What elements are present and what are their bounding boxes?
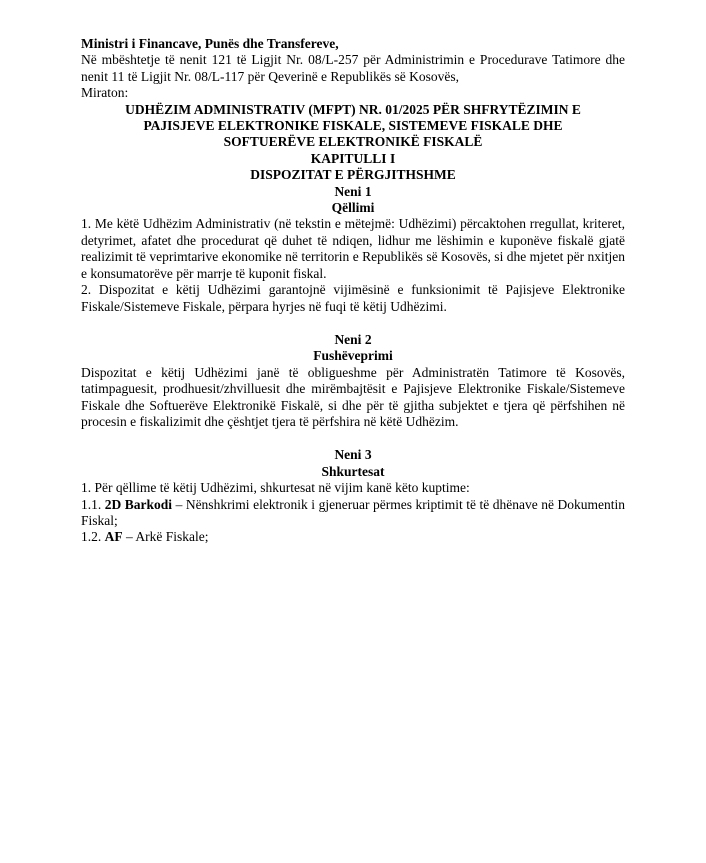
document-title-line-1: UDHËZIM ADMINISTRATIV (MFPT) NR. 01/2025 PËR SHFRYTËZIMIN E xyxy=(125,101,581,117)
definition-term: 2D Barkodi xyxy=(104,496,173,512)
article-number: Neni 1 xyxy=(334,183,372,199)
definition-text: – Nënshkrimi elektronik i gjeneruar përmes kriptimit të të dhënave në Dokumentin Fiskal; xyxy=(81,496,626,528)
definition-item xyxy=(81,529,625,545)
article-paragraph: 1. Me këtë Udhëzim Administrativ (në tekstin e mëtejmë: Udhëzimi) përcaktohen rregullat, kriteret, detyrimet, afatet dhe procedurat që duhet të ndiqen, lidhur me lëshimin e kuponëve fiskalë gjatë realizimit të veprimtarive ekonomike në territorin e Republikës së Kosovës, si dhe mjetet për nxitjen e konsumatorëve për marrje të kuponit fiskal. xyxy=(81,216,625,281)
article-title: Fushëveprimi xyxy=(313,348,393,364)
chapter-heading xyxy=(81,151,625,184)
article-title: Shkurtesat xyxy=(321,463,385,479)
article-paragraph: 1. Për qëllime të këtij Udhëzimi, shkurtesat në vijim kanë këto kuptime: xyxy=(81,480,470,496)
chapter-title: DISPOZITAT E PËRGJITHSHME xyxy=(250,167,456,183)
article-number: Neni 2 xyxy=(334,331,372,347)
document-title xyxy=(81,102,625,151)
definition-number: 1.2. xyxy=(81,529,102,545)
approves-line: Miraton: xyxy=(81,85,129,101)
issuer-line: Ministri i Financave, Punës dhe Transfereve, xyxy=(81,36,339,51)
article-heading xyxy=(81,332,625,365)
article-neni-1 xyxy=(81,184,625,315)
document-title-line-3: SOFTUERËVE ELEKTRONIKË FISKALË xyxy=(223,134,483,150)
article-title: Qëllimi xyxy=(331,200,375,216)
article-number: Neni 3 xyxy=(334,447,372,463)
article-neni-3 xyxy=(81,447,625,545)
document-title-line-2: PAJISJEVE ELEKTRONIKE FISKALE, SISTEMEVE FISKALE DHE xyxy=(143,118,563,134)
article-paragraph: Dispozitat e këtij Udhëzimi janë të obligueshme për Administratën Tatimore të Kosovës, tatimpaguesit, prodhuesit/zhvilluesit dhe mirëmbajtësit e Pajisjeve Elektronike Fiskale/Sistemeve Fiskale dhe Softuerëve Elektronikë Fiskalë, si dhe për të gjitha subjektet e tjera që përfshihen në procesin e fiskalizimit dhe çështjet tjera të përfshira në këtë Udhëzim. xyxy=(81,364,625,429)
definition-number: 1.1. xyxy=(81,496,102,512)
definition-item xyxy=(81,497,625,530)
article-neni-2 xyxy=(81,332,625,430)
legal-basis-paragraph: Në mbështetje të nenit 121 të Ligjit Nr. 08/L-257 për Administrimin e Procedurave Tatimore dhe nenit 11 të Ligjit Nr. 08/L-117 për Qeverinë e Republikës së Kosovës, xyxy=(81,52,625,84)
article-paragraph: 2. Dispozitat e këtij Udhëzimi garantojnë vijimësinë e funksionimit të Pajisjeve Elektronike Fiskale/Sistemeve Fiskale, përpara hyrjes në fuqi të këtij Udhëzimi. xyxy=(81,282,625,314)
chapter-number: KAPITULLI I xyxy=(310,150,396,166)
article-heading xyxy=(81,447,625,480)
article-heading xyxy=(81,184,625,217)
definition-text: – Arkë Fiskale; xyxy=(126,529,209,545)
definition-term: AF xyxy=(104,529,123,545)
